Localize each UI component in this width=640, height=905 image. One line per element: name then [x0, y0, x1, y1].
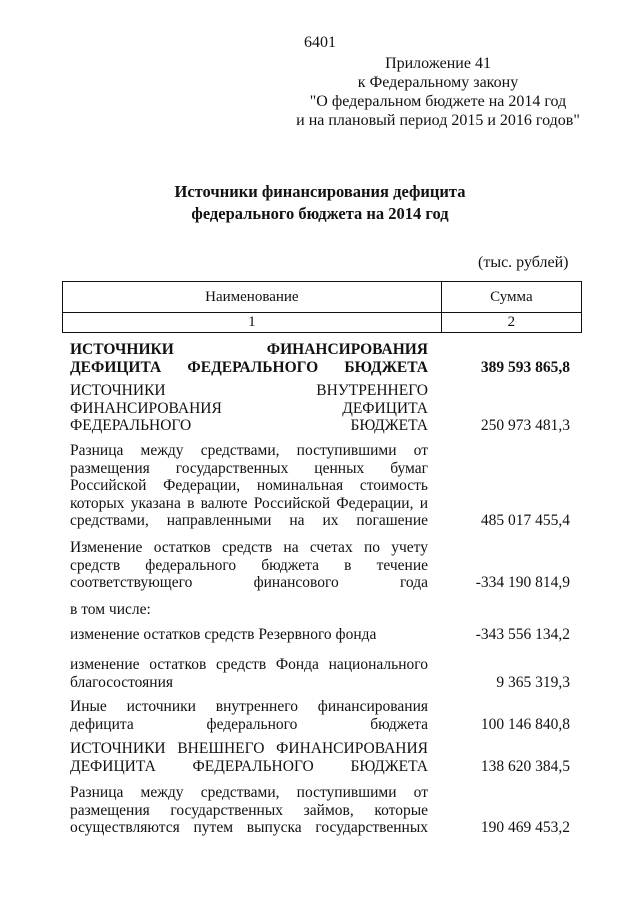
page-number: 6401	[304, 34, 336, 51]
row-value: 389 593 865,8	[480, 358, 570, 376]
row-value: 485 017 455,4	[480, 512, 570, 529]
table-row	[70, 442, 580, 530]
table-row	[70, 656, 580, 691]
row-name: ИСТОЧНИКИ ФИНАНСИРОВАНИЯ ДЕФИЦИТА ФЕДЕРАЛЬНОГО БЮДЖЕТА	[70, 341, 428, 376]
annex-line: к Федеральному закону	[357, 74, 519, 91]
row-name: в том числе:	[70, 601, 151, 618]
units-label: (тыс. рублей)	[478, 254, 569, 271]
column-number-1: 1	[63, 313, 442, 333]
annex-line: "О федеральном бюджете на 2014 год	[309, 93, 567, 110]
row-value: 100 146 840,8	[480, 715, 570, 733]
column-number-2: 2	[441, 313, 581, 333]
annex-block	[288, 54, 588, 130]
table-header	[62, 281, 582, 333]
row-name: изменение остатков средств Фонда национального благосостояния	[70, 656, 428, 691]
row-name: ИСТОЧНИКИ ВНУТРЕННЕГО ФИНАНСИРОВАНИЯ ДЕФИЦИТА ФЕДЕРАЛЬНОГО БЮДЖЕТА	[70, 382, 428, 434]
annex-line: и на плановый период 2015 и 2016 годов"	[296, 112, 580, 129]
table-row	[70, 539, 580, 592]
annex-line: Приложение 41	[385, 55, 491, 72]
row-name: изменение остатков средств Резервного фонда	[70, 626, 377, 643]
table-row	[70, 740, 580, 775]
title-line: федерального бюджета на 2014 год	[191, 204, 449, 223]
table-row	[70, 626, 580, 644]
row-value: -334 190 814,9	[475, 574, 570, 591]
row-value: 250 973 481,3	[480, 417, 570, 434]
table-row	[70, 341, 580, 376]
row-name: Разница между средствами, поступившими от размещения государственных ценных бумаг Российской Федерации, номинальная стоимость которых указана в валюте Российской Федерации, и средствами, направленными на их погашение	[70, 442, 428, 529]
row-name: ИСТОЧНИКИ ВНЕШНЕГО ФИНАНСИРОВАНИЯ ДЕФИЦИТА ФЕДЕРАЛЬНОГО БЮДЖЕТА	[70, 740, 428, 775]
row-value: 9 365 319,3	[496, 673, 570, 691]
table-row	[70, 784, 580, 837]
table-row	[70, 382, 580, 435]
row-name: Иные источники внутреннего финансирования дефицита федерального бюджета	[70, 698, 428, 733]
row-name: Разница между средствами, поступившими от размещения государственных займов, которые осуществляются путем выпуска государственных	[70, 784, 428, 836]
header-sum: Сумма	[441, 282, 581, 313]
row-value: 138 620 384,5	[480, 757, 570, 775]
table-row	[70, 698, 580, 733]
row-value: 190 469 453,2	[480, 819, 570, 836]
row-name: Изменение остатков средств на счетах по учету средств федерального бюджета в течение соответствующего финансового года	[70, 539, 428, 591]
table-row	[70, 601, 580, 619]
row-value: -343 556 134,2	[475, 626, 570, 643]
header-name: Наименование	[63, 282, 442, 313]
title-line: Источники финансирования дефицита	[174, 182, 466, 201]
document-title	[0, 181, 640, 225]
